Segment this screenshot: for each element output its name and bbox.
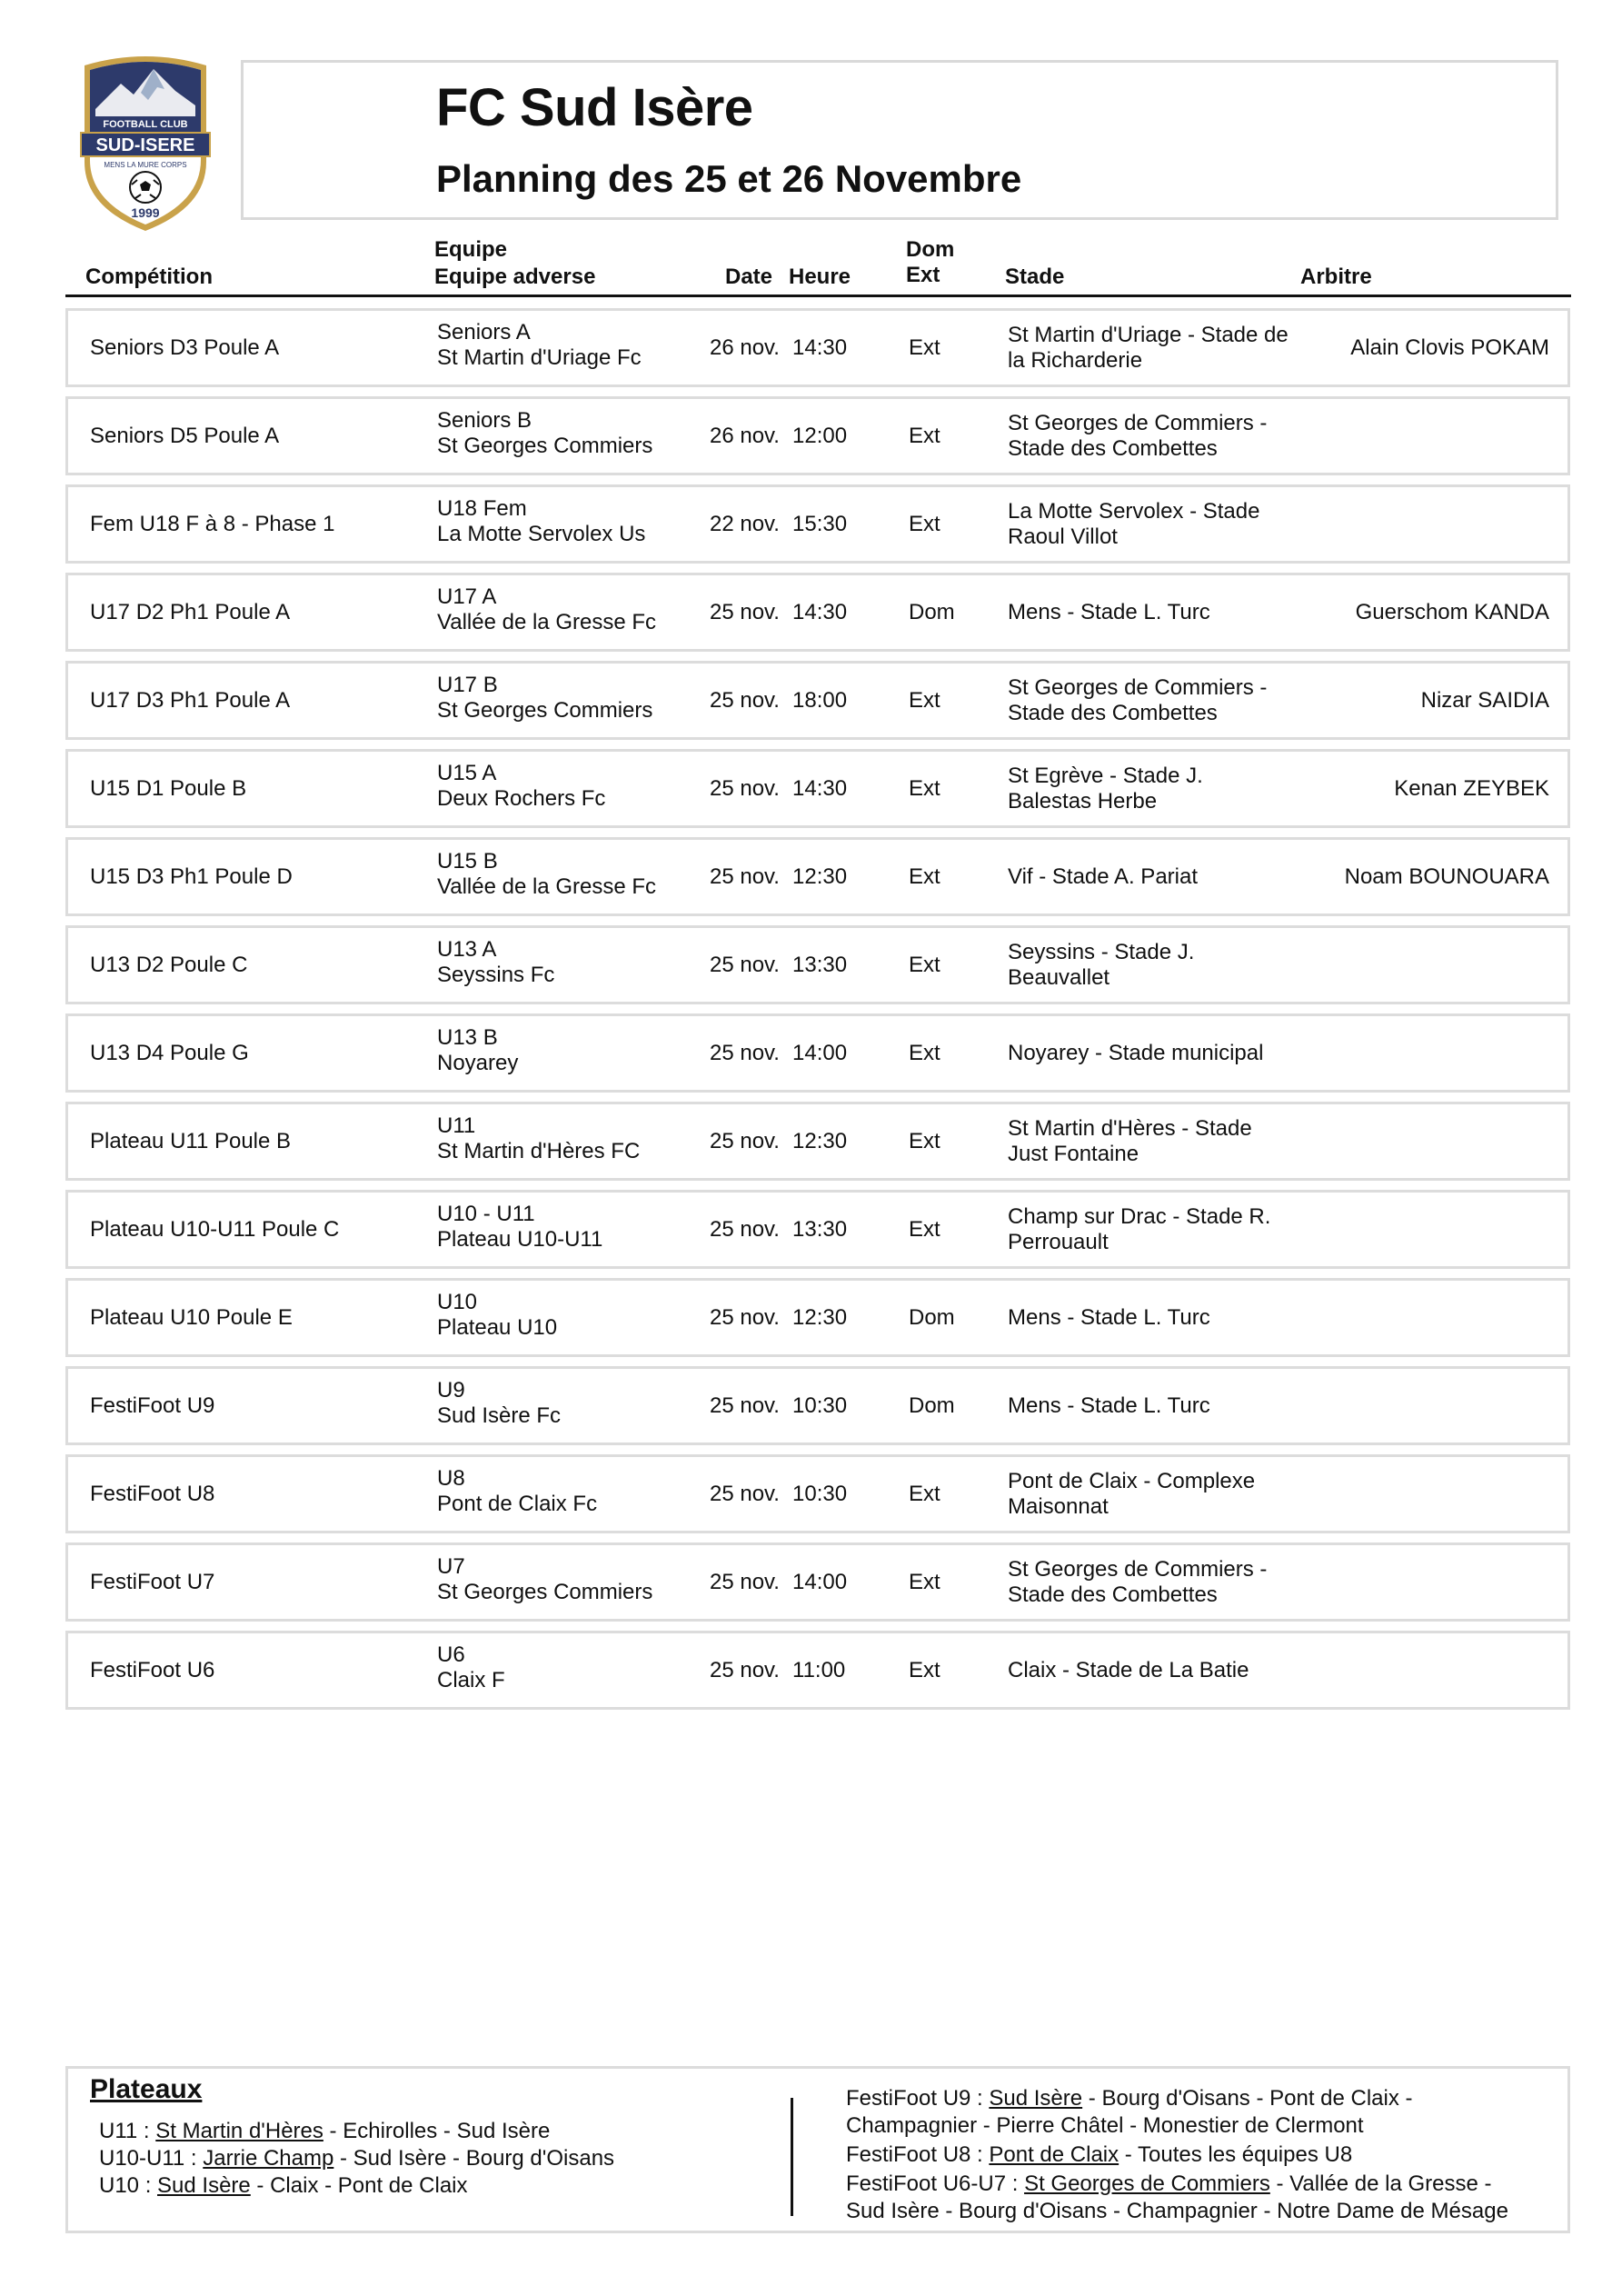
plateaux-left-list [99,2118,614,2200]
dom-ext-cell: Dom [909,1304,955,1330]
arbitre-cell: Kenan ZEYBEK [1394,775,1549,801]
stade-line: Stade des Combettes [1008,700,1218,725]
team-name: U10 [437,1290,478,1314]
time-cell: 14:30 [792,775,848,801]
stade-cell [1008,1281,1308,1354]
competition-cell: Plateau U10-U11 Poule C [90,1216,340,1242]
match-row [65,1190,1570,1269]
stade-line: Raoul Villot [1008,524,1118,549]
team-name: U8 [437,1466,465,1491]
dom-ext-cell: Dom [909,599,955,624]
plateau-line: U10-U11 : Jarrie Champ - Sud Isère - Bourg d'Oisans [99,2146,615,2171]
team-name: U18 Fem [437,496,527,521]
arbitre-cell: Guerschom KANDA [1355,599,1549,624]
title-box [241,60,1558,220]
competition-cell: U13 D2 Poule C [90,952,248,977]
dom-ext-cell: Ext [909,1216,940,1242]
opponent-name: St Martin d'Hères FC [437,1139,641,1163]
plateau-line: U10 : Sud Isère - Claix - Pont de Claix [99,2173,468,2198]
match-row [65,1013,1570,1093]
stade-cell [1008,664,1308,737]
opponent-name: La Motte Servolex Us [437,522,646,546]
opponent-name: Plateau U10 [437,1315,558,1340]
dom-ext-cell: Ext [909,1128,940,1153]
competition-cell: FestiFoot U8 [90,1481,215,1506]
dom-ext-cell: Dom [909,1393,955,1418]
dom-ext-cell: Ext [909,334,940,360]
time-cell: 12:30 [792,1128,848,1153]
competition-cell: Seniors D3 Poule A [90,334,280,360]
team-name: U15 B [437,849,498,873]
stade-cell [1008,840,1308,913]
date-cell: 22 nov. [710,511,780,536]
team-name: U10 - U11 [437,1202,535,1226]
stade-cell [1008,1193,1308,1266]
team-cell [437,1466,597,1517]
stade-line: Vif - Stade A. Pariat [1008,863,1199,889]
opponent-name: St Georges Commiers [437,698,653,723]
dom-ext-cell: Ext [909,952,940,977]
stade-cell [1008,1457,1308,1531]
team-cell [437,1113,640,1164]
team-cell [437,1290,557,1341]
team-cell [437,320,642,371]
opponent-name: Plateau U10-U11 [437,1227,603,1252]
stade-cell [1008,928,1308,1002]
stade-cell [1008,487,1308,561]
team-cell [437,1025,518,1076]
time-cell: 14:30 [792,599,848,624]
stade-line: Mens - Stade L. Turc [1008,599,1210,624]
opponent-name: St Martin d'Uriage Fc [437,345,642,370]
competition-cell: U15 D3 Ph1 Poule D [90,863,293,889]
competition-cell: U17 D2 Ph1 Poule A [90,599,291,624]
club-title: FC Sud Isère [436,78,753,137]
dom-ext-cell: Ext [909,1481,940,1506]
arbitre-cell: Noam BOUNOUARA [1344,863,1549,889]
opponent-name: Noyarey [437,1051,519,1075]
team-cell [437,1642,505,1693]
competition-cell: Seniors D5 Poule A [90,423,280,448]
date-cell: 25 nov. [710,1569,780,1594]
competition-cell: Fem U18 F à 8 - Phase 1 [90,511,335,536]
date-cell: 25 nov. [710,863,780,889]
stade-line: St Georges de Commiers - [1008,410,1268,435]
match-row [65,308,1570,387]
date-cell: 26 nov. [710,334,780,360]
opponent-name: Seyssins Fc [437,963,555,987]
match-row [65,925,1570,1004]
team-name: U6 [437,1642,465,1667]
date-cell: 25 nov. [710,1481,780,1506]
team-cell [437,1554,652,1605]
plateau-line: U11 : St Martin d'Hères - Echirolles - Sud Isère [99,2119,551,2143]
festifoot-line: FestiFoot U9 : Sud Isère - Bourg d'Oisans - Pont de Claix - Champagnier - Pierre Châtel - Monestier de Clermont [846,2086,1413,2138]
time-cell: 14:00 [792,1569,848,1594]
team-cell [437,584,656,635]
dom-ext-cell: Ext [909,1040,940,1065]
team-name: U13 B [437,1025,498,1050]
match-row [65,1631,1570,1710]
time-cell: 13:30 [792,952,848,977]
stade-line: Noyarey - Stade municipal [1008,1040,1264,1065]
match-row [65,749,1570,828]
stade-line: Maisonnat [1008,1493,1109,1519]
team-name: U11 [437,1113,476,1138]
opponent-name: Sud Isère Fc [437,1403,562,1428]
dom-ext-cell: Ext [909,1657,940,1682]
stade-line: Mens - Stade L. Turc [1008,1393,1210,1418]
time-cell: 10:30 [792,1393,848,1418]
stade-line: Stade des Combettes [1008,435,1218,461]
stade-line: Champ sur Drac - Stade R. [1008,1203,1271,1229]
col-header-heure: Heure [789,265,851,289]
header-divider [65,294,1571,297]
team-name: U15 A [437,761,497,785]
opponent-name: Vallée de la Gresse Fc [437,610,656,634]
arbitre-cell: Alain Clovis POKAM [1350,334,1549,360]
stade-line: Perrouault [1008,1229,1109,1254]
dom-ext-cell: Ext [909,511,940,536]
planning-title: Planning des 25 et 26 Novembre [436,157,1022,200]
date-cell: 25 nov. [710,1393,780,1418]
time-cell: 15:30 [792,511,848,536]
date-cell: 25 nov. [710,1216,780,1242]
dom-ext-cell: Ext [909,1569,940,1594]
col-header-stade: Stade [1005,265,1065,289]
time-cell: 10:30 [792,1481,848,1506]
svg-text:MENS LA MURE CORPS: MENS LA MURE CORPS [104,161,187,169]
stade-line: Claix - Stade de La Batie [1008,1657,1249,1682]
stade-line: St Egrève - Stade J. [1008,763,1203,788]
team-cell [437,1378,561,1429]
opponent-name: Vallée de la Gresse Fc [437,874,656,899]
stade-line: Seyssins - Stade J. [1008,939,1195,964]
time-cell: 11:00 [792,1657,846,1682]
time-cell: 18:00 [792,687,848,713]
match-row [65,573,1570,652]
stade-line: St Martin d'Uriage - Stade de [1008,322,1289,347]
plateaux-title: Plateaux [90,2074,203,2104]
dom-ext-cell: Ext [909,687,940,713]
match-row [65,1102,1570,1181]
opponent-name: Pont de Claix Fc [437,1492,598,1516]
team-name: U7 [437,1554,465,1579]
opponent-name: Deux Rochers Fc [437,786,606,811]
competition-cell: FestiFoot U9 [90,1393,215,1418]
match-row [65,837,1570,916]
team-cell [437,849,656,900]
stade-line: St Georges de Commiers - [1008,1556,1268,1582]
festifoot-list [846,2085,1537,2227]
team-cell [437,496,645,547]
team-name: U13 A [437,937,497,962]
time-cell: 12:30 [792,1304,848,1330]
col-header-equipe: Equipe [434,237,508,262]
match-row [65,1278,1570,1357]
match-row [65,1366,1570,1445]
competition-cell: FestiFoot U6 [90,1657,215,1682]
stade-line: la Richarderie [1008,347,1143,373]
competition-cell: U15 D1 Poule B [90,775,247,801]
date-cell: 25 nov. [710,1128,780,1153]
match-row [65,661,1570,740]
arbitre-cell: Nizar SAIDIA [1420,687,1549,713]
stade-line: St Martin d'Hères - Stade [1008,1115,1252,1141]
team-name: Seniors A [437,320,531,344]
time-cell: 14:00 [792,1040,848,1065]
date-cell: 25 nov. [710,687,780,713]
team-cell [437,1202,602,1253]
stade-cell [1008,1369,1308,1442]
stade-line: Just Fontaine [1008,1141,1139,1166]
festifoot-line: FestiFoot U6-U7 : St Georges de Commiers - Vallée de la Gresse - Sud Isère - Bourg d'Oisans - Champagnier - Notre Dame de Mésage [846,2171,1508,2223]
stade-line: Stade des Combettes [1008,1582,1218,1607]
festifoot-line: FestiFoot U8 : Pont de Claix - Toutes les équipes U8 [846,2142,1353,2167]
col-header-date: Date [725,265,773,289]
date-cell: 26 nov. [710,423,780,448]
stade-cell [1008,575,1308,649]
dom-ext-cell: Ext [909,423,940,448]
opponent-name: Claix F [437,1668,505,1692]
svg-text:FOOTBALL CLUB: FOOTBALL CLUB [103,119,188,130]
stade-cell [1008,1633,1308,1707]
stade-cell [1008,399,1308,473]
team-name: U17 A [437,584,497,609]
stade-line: St Georges de Commiers - [1008,674,1268,700]
col-header-competition: Compétition [85,265,213,289]
date-cell: 25 nov. [710,599,780,624]
dom-ext-cell: Ext [909,775,940,801]
col-header-equipe-adverse: Equipe adverse [434,265,596,289]
competition-cell: Plateau U10 Poule E [90,1304,293,1330]
col-header-ext: Ext [906,263,940,287]
team-name: U17 B [437,673,498,697]
stade-cell [1008,752,1308,825]
team-cell [437,761,605,812]
stade-cell [1008,1545,1308,1619]
time-cell: 12:00 [792,423,848,448]
team-cell [437,408,652,459]
stade-line: Beauvallet [1008,964,1110,990]
date-cell: 25 nov. [710,1040,780,1065]
team-name: U9 [437,1378,465,1403]
competition-cell: FestiFoot U7 [90,1569,215,1594]
stade-line: Pont de Claix - Complexe [1008,1468,1256,1493]
svg-text:1999: 1999 [131,205,160,220]
dom-ext-cell: Ext [909,863,940,889]
match-row [65,1542,1570,1622]
opponent-name: St Georges Commiers [437,434,653,458]
competition-cell: U13 D4 Poule G [90,1040,249,1065]
col-header-arbitre: Arbitre [1300,265,1372,289]
col-header-dom: Dom [906,237,955,262]
footer-divider [791,2098,793,2216]
stade-cell [1008,1104,1308,1178]
team-cell [437,937,554,988]
stade-line: Balestas Herbe [1008,788,1158,814]
plateaux-box [65,2066,1570,2233]
team-cell [437,673,652,724]
date-cell: 25 nov. [710,1657,780,1682]
time-cell: 12:30 [792,863,848,889]
stade-cell [1008,311,1308,384]
stade-line: Mens - Stade L. Turc [1008,1304,1210,1330]
date-cell: 25 nov. [710,1304,780,1330]
competition-cell: U17 D3 Ph1 Poule A [90,687,291,713]
match-row [65,484,1570,564]
time-cell: 14:30 [792,334,848,360]
competition-cell: Plateau U11 Poule B [90,1128,292,1153]
stade-cell [1008,1016,1308,1090]
stade-line: La Motte Servolex - Stade [1008,498,1260,524]
time-cell: 13:30 [792,1216,848,1242]
date-cell: 25 nov. [710,952,780,977]
club-crest-icon [77,53,214,235]
match-row [65,1454,1570,1533]
match-row [65,396,1570,475]
date-cell: 25 nov. [710,775,780,801]
svg-text:SUD-ISERE: SUD-ISERE [95,135,195,155]
club-logo [77,53,214,235]
opponent-name: St Georges Commiers [437,1580,653,1604]
team-name: Seniors B [437,408,532,433]
